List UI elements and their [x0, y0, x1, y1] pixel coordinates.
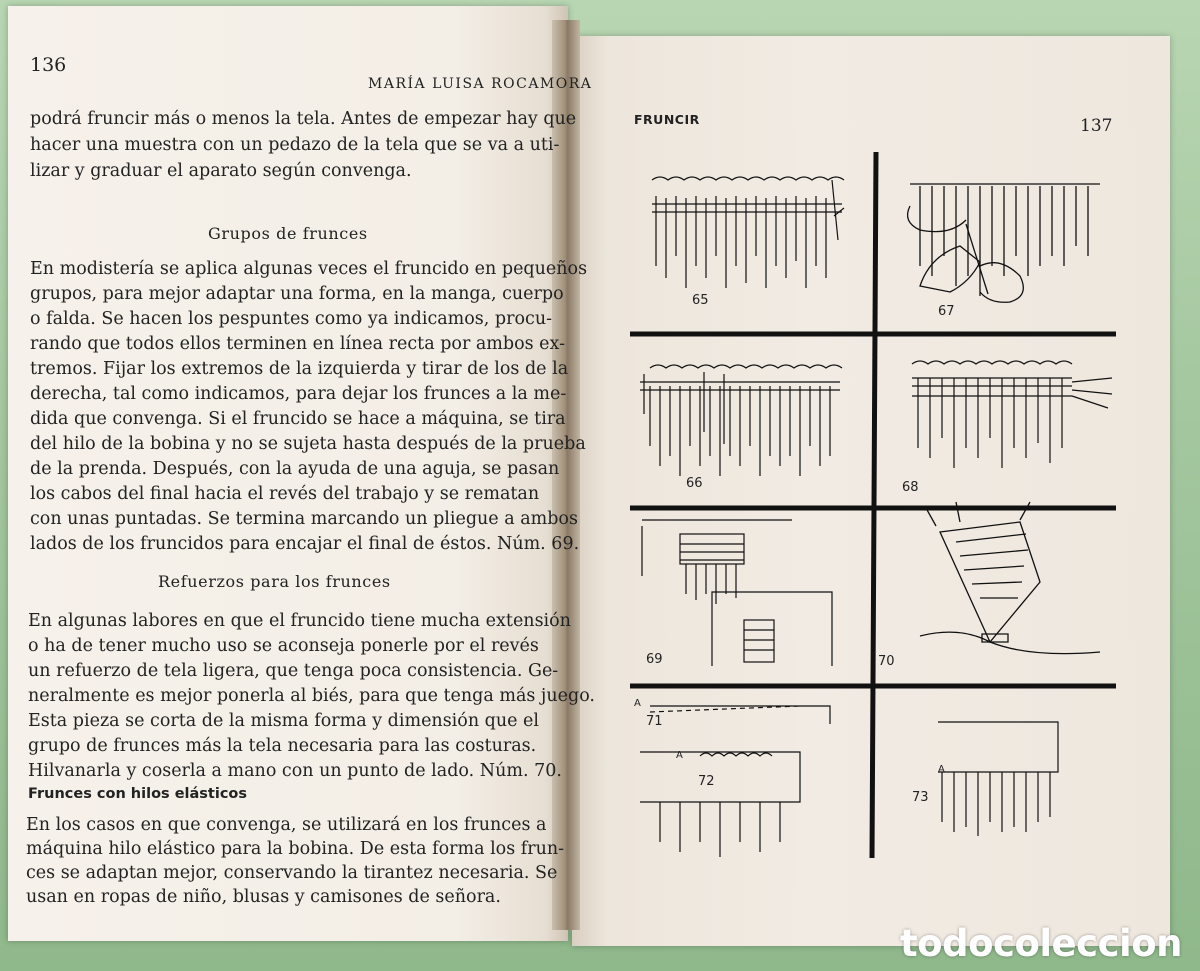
section-3-line-3: ces se adaptan mejor, conservando la tirantez necesaria. Se: [26, 863, 558, 883]
section-1-line-9: de la prenda. Después, con la ayuda de una aguja, se pasan: [30, 459, 560, 479]
section-2-line-1: En algunas labores en que el fruncido tiene mucha extensión: [28, 611, 571, 631]
heading-refuerzos: Refuerzos para los frunces: [158, 572, 391, 591]
section-2-line-6: grupo de frunces más la tela necesaria para las costuras.: [28, 736, 537, 756]
section-1-line-8: del hilo de la bobina y no se sujeta hasta después de la prueba: [30, 434, 586, 454]
figure-number-71: 71: [646, 714, 663, 729]
section-1-line-2: grupos, para mejor adaptar una forma, en la manga, cuerpo: [30, 284, 564, 304]
section-1-line-11: con unas puntadas. Se termina marcando un pliegue a ambos: [30, 509, 578, 529]
section-2-line-2: o ha de tener mucho uso se aconseja ponerle por el revés: [28, 636, 539, 656]
watermark-logo: todocoleccion: [900, 922, 1182, 965]
section-1-line-6: derecha, tal como indicamos, para dejar los frunces a la me-: [30, 384, 567, 404]
figure-number-73: 73: [912, 790, 929, 805]
marker-a-71: A: [634, 698, 641, 709]
figure-plate: [620, 146, 1120, 876]
figure-number-65: 65: [692, 293, 709, 308]
figure-number-72: 72: [698, 774, 715, 789]
figure-number-66: 66: [686, 476, 703, 491]
intro-line-3: lizar y graduar el aparato según convenga.: [30, 161, 412, 181]
section-2-line-3: un refuerzo de tela ligera, que tenga poca consistencia. Ge-: [28, 661, 559, 681]
section-1-line-4: rando que todos ellos terminen en línea recta por ambos ex-: [30, 334, 566, 354]
section-3-line-1: En los casos en que convenga, se utilizará en los frunces a: [26, 815, 547, 835]
section-1-line-5: tremos. Fijar los extremos de la izquierda y tirar de los de la: [30, 359, 569, 379]
section-1-line-10: los cabos del final hacia el revés del trabajo y se rematan: [30, 484, 540, 504]
figure-number-70: 70: [878, 654, 895, 669]
heading-frunces-elasticos: Frunces con hilos elásticos: [28, 786, 248, 802]
running-head: MARÍA LUISA ROCAMORA: [368, 76, 593, 92]
marker-a-73: A: [938, 764, 945, 775]
section-2-line-7: Hilvanarla y coserla a mano con un punto de lado. Núm. 70.: [28, 761, 562, 781]
figure-grid-illustrations: [620, 146, 1120, 876]
section-2-line-4: neralmente es mejor ponerla al biés, para que tenga más juego.: [28, 686, 595, 706]
marker-a-72: A: [676, 750, 683, 761]
section-1-line-7: dida que convenga. Si el fruncido se hace a máquina, se tira: [30, 409, 566, 429]
section-label-fruncir: FRUNCIR: [634, 112, 700, 127]
section-2-line-5: Esta pieza se corta de la misma forma y dimensión que el: [28, 711, 539, 731]
section-1-line-1: En modistería se aplica algunas veces el fruncido en pequeños: [30, 259, 588, 279]
figure-number-68: 68: [902, 480, 919, 495]
section-3-line-2: máquina hilo elástico para la bobina. De esta forma los frun-: [26, 839, 565, 859]
left-page-number: 136: [30, 54, 67, 76]
section-3-line-4: usan en ropas de niño, blusas y camisones de señora.: [26, 887, 501, 907]
section-1-line-3: o falda. Se hacen los pespuntes como ya indicamos, procu-: [30, 309, 553, 329]
figure-number-69: 69: [646, 652, 663, 667]
figure-number-67: 67: [938, 304, 955, 319]
intro-line-2: hacer una muestra con un pedazo de la tela que se va a uti-: [30, 135, 560, 155]
intro-line-1: podrá fruncir más o menos la tela. Antes de empezar hay que: [30, 109, 577, 129]
heading-grupos-de-frunces: Grupos de frunces: [208, 224, 368, 243]
section-1-line-12: lados de los fruncidos para encajar el final de éstos. Núm. 69.: [30, 534, 580, 554]
right-page-number: 137: [1080, 116, 1113, 136]
